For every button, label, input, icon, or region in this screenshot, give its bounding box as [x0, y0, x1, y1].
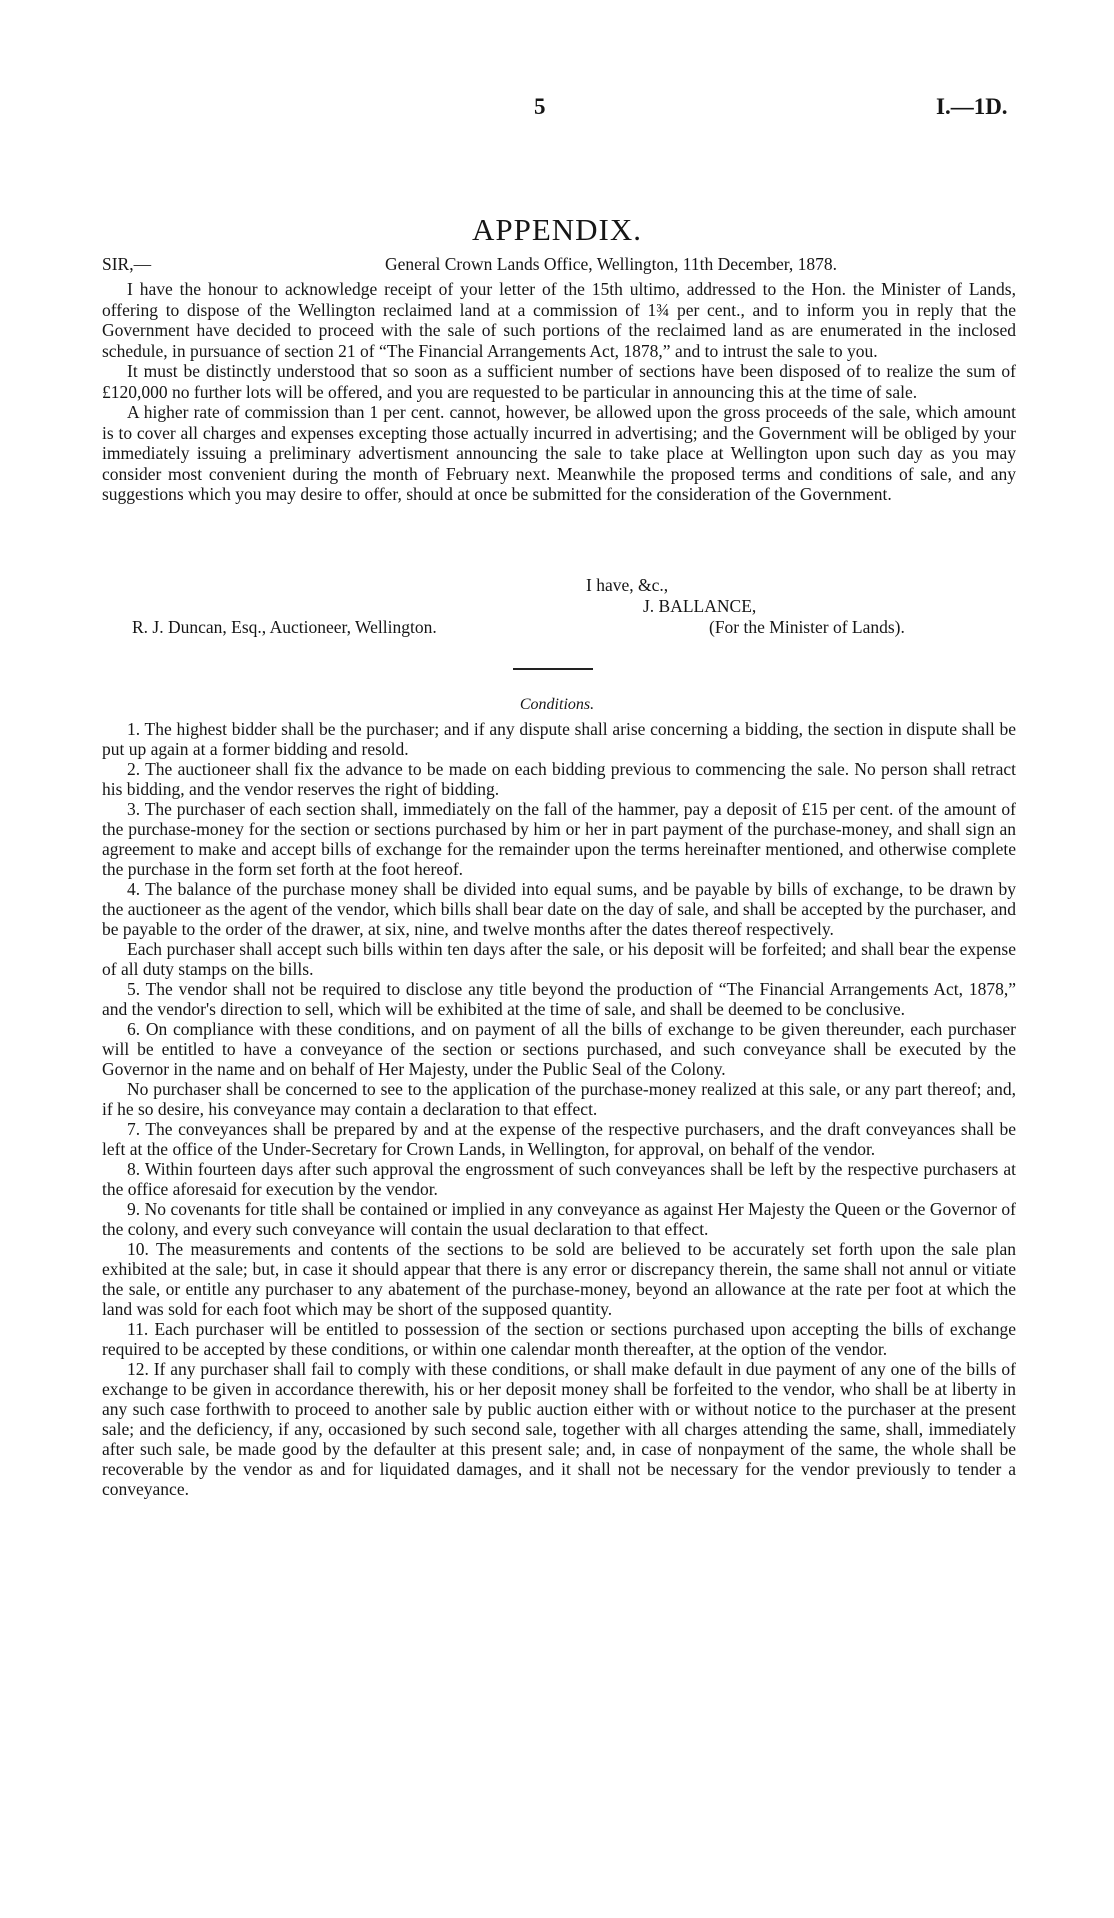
page-number: 5 [534, 94, 546, 119]
salutation: SIR,— [102, 254, 152, 274]
condition-paragraph: 12. If any purchaser shall fail to comply with these conditions, or shall make default in due payment of any one of the bills of exchange to be given in accordance therewith, his or her deposit money shall be forfeited to the vendor, who shall be at liberty in any such case forthwith to proceed to another sale by public auction either with or without notice to the purchaser at the present sale; and the deficiency, if any, occasioned by such second sale, together with all charges attending the same, shall, immediately after such sale, be made good by the defaulter at this present sale; and, in case of nonpayment of the same, the whole shall be recoverable by the vendor as and for liquidated damages, and it shall not be necessary for the vendor previously to tender a conveyance. [102, 1359, 1016, 1499]
letter-closing: I have, &c., [586, 575, 669, 595]
condition-paragraph: Each purchaser shall accept such bills within ten days after the sale, or his deposit will be forfeited; and shall bear the expense of all duty stamps on the bills. [102, 939, 1016, 979]
addressee: R. J. Duncan, Esq., Auctioneer, Wellington. [132, 617, 437, 637]
letter-paragraph: I have the honour to acknowledge receipt of your letter of the 15th ultimo, addressed to the Hon. the Minister of Lands, offering to dispose of the Wellington reclaimed land at a commission of 1¾ per cent., and to inform you in reply that the Government have decided to proceed with the sale of such portions of the reclaimed land as are enumerated in the inclosed schedule, in pursuance of section 21 of “The Financial Arrangements Act, 1878,” and to intrust the sale to you. [102, 279, 1016, 361]
condition-paragraph: 6. On compliance with these conditions, and on payment of all the bills of exchange to be given thereunder, each purchaser will be entitled to have a conveyance of the section or sections purchased, and such conveyance shall be executed by the Governor in the name and on behalf of Her Majesty, under the Public Seal of the Colony. [102, 1019, 1016, 1079]
appendix-title: APPENDIX. [471, 212, 643, 247]
signatory-name: J. BALLANCE, [643, 596, 757, 616]
document-reference: I.—1D. [936, 94, 1008, 119]
conditions-heading: Conditions. [519, 696, 595, 713]
conditions-list [102, 719, 1016, 1499]
condition-paragraph: 7. The conveyances shall be prepared by and at the expense of the respective purchasers, and the draft conveyances shall be left at the office of the Under-Secretary for Crown Lands, in Wellington, for approval, on behalf of the vendor. [102, 1119, 1016, 1159]
condition-paragraph: 2. The auctioneer shall fix the advance to be made on each bidding previous to commencing the sale. No person shall retract his bidding, and the vendor reserves the right of bidding. [102, 759, 1016, 799]
condition-paragraph: 10. The measurements and contents of the sections to be sold are believed to be accurately set forth upon the sale plan exhibited at the sale; but, in case it should appear that there is any error or discrepancy therein, the same shall not annul or vitiate the sale, or entitle any purchaser to any abatement of the purchase-money, beyond an allowance at the rate per foot at which the land was sold for each foot which may be short of the supposed quantity. [102, 1239, 1016, 1319]
condition-paragraph: 9. No covenants for title shall be contained or implied in any conveyance as against Her Majesty the Queen or the Governor of the colony, and every such conveyance will contain the usual declaration to that effect. [102, 1199, 1016, 1239]
signatory-role: (For the Minister of Lands). [709, 617, 905, 637]
letter-body [102, 279, 1016, 505]
condition-paragraph: 4. The balance of the purchase money shall be divided into equal sums, and be payable by bills of exchange, to be drawn by the auctioneer as the agent of the vendor, which bills shall bear date on the day of sale, and shall be accepted by the purchaser, and be payable to the order of the drawer, at six, nine, and twelve months after the dates thereof respectively. [102, 879, 1016, 939]
letter-place-date: General Crown Lands Office, Wellington, 11th December, 1878. [385, 254, 837, 274]
condition-paragraph: 5. The vendor shall not be required to disclose any title beyond the production of “The Financial Arrangements Act, 1878,” and the vendor's direction to sell, which will be exhibited at the time of sale, and shall be deemed to be conclusive. [102, 979, 1016, 1019]
section-divider [513, 668, 593, 670]
condition-paragraph: No purchaser shall be concerned to see to the application of the purchase-money realized at this sale, or any part thereof; and, if he so desire, his conveyance may contain a declaration to that effect. [102, 1079, 1016, 1119]
condition-paragraph: 11. Each purchaser will be entitled to possession of the section or sections purchased upon accepting the bills of exchange required to be accepted by these conditions, or within one calendar month thereafter, at the option of the vendor. [102, 1319, 1016, 1359]
condition-paragraph: 8. Within fourteen days after such approval the engrossment of such conveyances shall be left by the respective purchasers at the office aforesaid for execution by the vendor. [102, 1159, 1016, 1199]
condition-paragraph: 1. The highest bidder shall be the purchaser; and if any dispute shall arise concerning a bidding, the section in dispute shall be put up again at a former bidding and resold. [102, 719, 1016, 759]
letter-paragraph: It must be distinctly understood that so soon as a sufficient number of sections have been disposed of to realize the sum of £120,000 no further lots will be offered, and you are requested to be particular in announcing this at the time of sale. [102, 361, 1016, 402]
condition-paragraph: 3. The purchaser of each section shall, immediately on the fall of the hammer, pay a deposit of £15 per cent. of the amount of the purchase-money for the section or sections purchased by him or her in part payment of the purchase-money, and shall sign an agreement to make and accept bills of exchange for the remainder upon the terms hereinafter mentioned, and otherwise complete the purchase in the form set forth at the foot hereof. [102, 799, 1016, 879]
letter-paragraph: A higher rate of commission than 1 per cent. cannot, however, be allowed upon the gross proceeds of the sale, which amount is to cover all charges and expenses excepting those actually incurred in advertising; and the Government will be obliged by your immediately issuing a preliminary advertisment announcing the sale to take place at Wellington upon such day as you may consider most convenient during the month of February next. Meanwhile the proposed terms and conditions of sale, and any suggestions which you may desire to offer, should at once be submitted for the consideration of the Government. [102, 402, 1016, 504]
